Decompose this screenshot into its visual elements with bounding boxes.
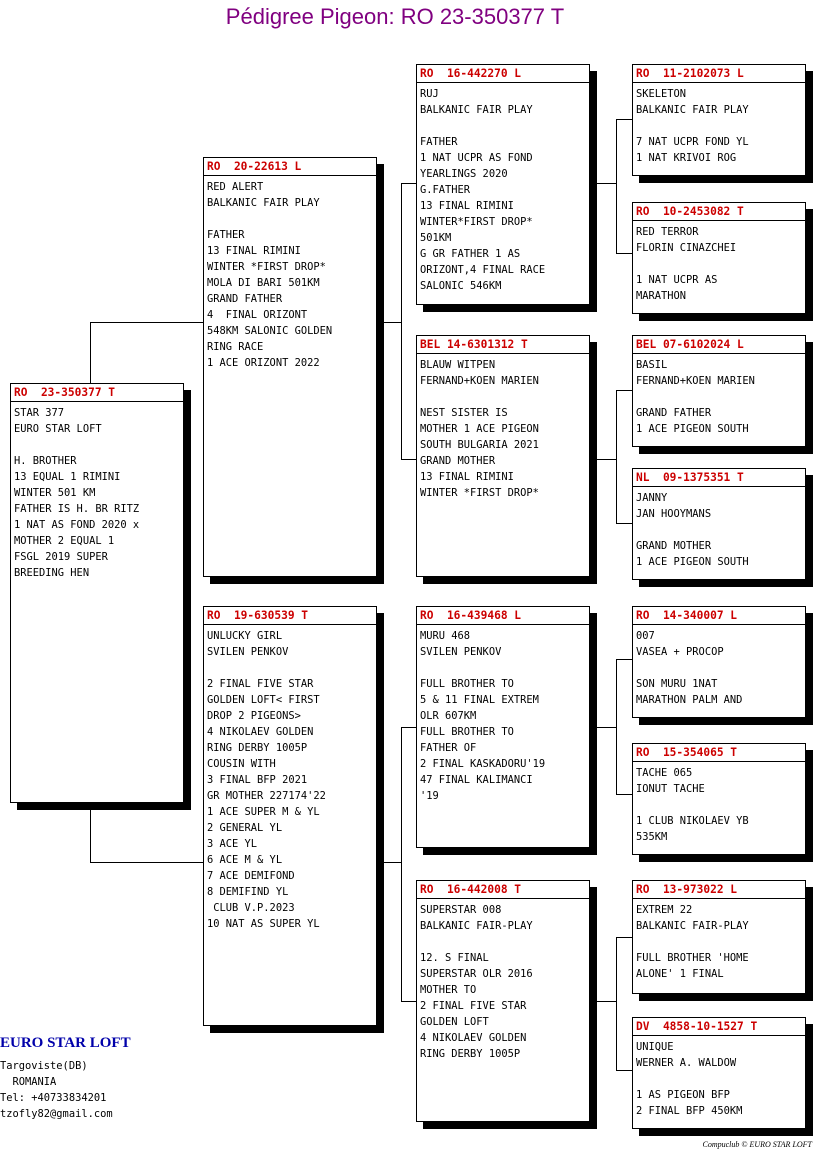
note-line: CLUB V.P.2023 <box>207 902 295 914</box>
pigeon-notes <box>636 1036 802 1119</box>
connector <box>616 390 632 391</box>
ring-number: RO 13-973022 L <box>633 882 805 899</box>
note-line: YEARLINGS 2020 <box>420 168 508 180</box>
note-line: 13 FINAL RIMINI <box>420 471 514 483</box>
connector <box>616 119 617 253</box>
note-line: 7 ACE DEMIFOND <box>207 870 295 882</box>
note-line: 535KM <box>636 831 668 843</box>
dam-dam-card <box>416 880 590 1122</box>
note-line: 1 ACE PIGEON SOUTH <box>636 556 749 568</box>
connector <box>90 803 91 862</box>
note-line: SUPERSTAR 008 <box>420 904 502 916</box>
loft-info-line: Tel: +40733834201 <box>0 1092 107 1104</box>
note-line: 13 EQUAL 1 RIMINI <box>14 471 121 483</box>
connector <box>376 862 401 863</box>
note-line <box>636 797 802 813</box>
note-line: MOLA DI BARI 501KM <box>207 277 320 289</box>
connector <box>90 862 203 863</box>
connector <box>401 1001 416 1002</box>
note-line: 3 FINAL BFP 2021 <box>207 774 308 786</box>
note-line: NEST SISTER IS <box>420 407 508 419</box>
connector <box>616 659 617 794</box>
note-line: BALKANIC FAIR-PLAY <box>420 920 533 932</box>
note-line: 2 FINAL FIVE STAR <box>420 1000 527 1012</box>
ggp-card-3 <box>632 335 806 447</box>
note-line <box>14 437 180 453</box>
note-line: 2 GENERAL YL <box>207 822 283 834</box>
subject-pigeon-card <box>10 383 184 803</box>
note-line <box>636 256 802 272</box>
note-line: 4 NIKOLAEV GOLDEN <box>420 1032 527 1044</box>
ring-number: NL 09-1375351 T <box>633 470 805 487</box>
ggp-card-5 <box>632 606 806 718</box>
pigeon-notes <box>207 176 373 371</box>
note-line <box>420 389 586 405</box>
note-line: FULL BROTHER TO <box>420 726 514 738</box>
note-line: SVILEN PENKOV <box>420 646 502 658</box>
connector <box>616 1070 632 1071</box>
note-line: SVILEN PENKOV <box>207 646 289 658</box>
pigeon-notes <box>636 83 802 166</box>
note-line: RING DERBY 1005P <box>207 742 308 754</box>
page-title: Pédigree Pigeon: RO 23-350377 T <box>225 4 565 29</box>
note-line <box>420 934 586 950</box>
connector <box>590 1001 616 1002</box>
pigeon-notes <box>420 625 586 804</box>
note-line: WINTER*FIRST DROP* <box>420 216 533 228</box>
ring-number: BEL 14-6301312 T <box>417 337 589 354</box>
loft-info-line: tzofly82@gmail.com <box>0 1108 113 1120</box>
note-line: BASIL <box>636 359 668 371</box>
note-line: 1 NAT AS FOND 2020 x <box>14 519 140 531</box>
note-line: EXTREM 22 <box>636 904 693 916</box>
note-line: 007 <box>636 630 655 642</box>
note-line: SKELETON <box>636 88 687 100</box>
footer-credit: Compuclub © EURO STAR LOFT <box>702 1140 812 1149</box>
note-line: ALONE' 1 FINAL <box>636 968 724 980</box>
ggp-card-4 <box>632 468 806 580</box>
note-line: 2 FINAL KASKADORU'19 <box>420 758 546 770</box>
note-line: RING DERBY 1005P <box>420 1048 521 1060</box>
note-line: 1 ACE PIGEON SOUTH <box>636 423 749 435</box>
connector <box>616 937 617 1070</box>
note-line: 4 NIKOLAEV GOLDEN <box>207 726 314 738</box>
note-line: 2 FINAL FIVE STAR <box>207 678 314 690</box>
note-line: FERNAND+KOEN MARIEN <box>636 375 755 387</box>
connector <box>616 523 632 524</box>
note-line: FLORIN CINAZCHEI <box>636 242 737 254</box>
ring-number: BEL 07-6102024 L <box>633 337 805 354</box>
ring-number: RO 11-2102073 L <box>633 66 805 83</box>
connector <box>616 659 632 660</box>
note-line: '19 <box>420 790 439 802</box>
note-line: 1 AS PIGEON BFP <box>636 1089 730 1101</box>
note-line: GRAND MOTHER <box>420 455 496 467</box>
pigeon-notes <box>636 625 802 708</box>
ring-number: RO 10-2453082 T <box>633 204 805 221</box>
note-line: 1 CLUB NIKOLAEV YB <box>636 815 749 827</box>
pigeon-notes <box>207 625 373 932</box>
note-line <box>636 934 802 950</box>
note-line: 6 ACE M & YL <box>207 854 283 866</box>
note-line: VASEA + PROCOP <box>636 646 724 658</box>
ring-number: RO 20-22613 L <box>204 159 376 176</box>
note-line: FULL BROTHER 'HOME <box>636 952 749 964</box>
note-line: 1 NAT UCPR AS <box>636 274 718 286</box>
note-line: 8 DEMIFIND YL <box>207 886 289 898</box>
connector <box>616 794 632 795</box>
note-line: BALKANIC FAIR PLAY <box>636 104 749 116</box>
connector <box>590 459 616 460</box>
note-line <box>636 389 802 405</box>
note-line: WINTER *FIRST DROP* <box>420 487 539 499</box>
ring-number: RO 16-442008 T <box>417 882 589 899</box>
note-line: RING RACE <box>207 341 264 353</box>
note-line: 13 FINAL RIMINI <box>420 200 514 212</box>
note-line: JANNY <box>636 492 668 504</box>
ggp-card-1 <box>632 64 806 176</box>
loft-info-line: Targoviste(DB) <box>0 1060 88 1072</box>
connector <box>401 727 416 728</box>
ggp-card-2 <box>632 202 806 314</box>
pigeon-notes <box>14 402 180 581</box>
ggp-card-6 <box>632 743 806 855</box>
note-line: 10 NAT AS SUPER YL <box>207 918 320 930</box>
note-line: 5 & 11 FINAL EXTREM <box>420 694 539 706</box>
note-line: GRAND FATHER <box>207 293 283 305</box>
ring-number: RO 19-630539 T <box>204 608 376 625</box>
pigeon-notes <box>420 83 586 294</box>
note-line: 1 ACE SUPER M & YL <box>207 806 320 818</box>
note-line: 7 NAT UCPR FOND YL <box>636 136 749 148</box>
connector <box>616 390 617 523</box>
note-line <box>420 118 586 134</box>
dam-card <box>203 606 377 1026</box>
note-line <box>420 660 586 676</box>
note-line: SON MURU 1NAT <box>636 678 718 690</box>
note-line: UNIQUE <box>636 1041 674 1053</box>
connector <box>590 727 616 728</box>
ring-number: RO 16-442270 L <box>417 66 589 83</box>
pigeon-notes <box>636 487 802 570</box>
note-line: BALKANIC FAIR PLAY <box>207 197 320 209</box>
connector <box>590 183 616 184</box>
note-line: SUPERSTAR OLR 2016 <box>420 968 533 980</box>
ring-number: DV 4858-10-1527 T <box>633 1019 805 1036</box>
note-line: ORIZONT,4 FINAL RACE <box>420 264 546 276</box>
note-line: TACHE 065 <box>636 767 693 779</box>
note-line: GRAND MOTHER <box>636 540 712 552</box>
note-line: MOTHER 1 ACE PIGEON <box>420 423 539 435</box>
note-line: 548KM SALONIC GOLDEN <box>207 325 333 337</box>
note-line: DROP 2 PIGEONS> <box>207 710 301 722</box>
note-line: WINTER *FIRST DROP* <box>207 261 326 273</box>
pigeon-notes <box>636 762 802 845</box>
ring-number: RO 23-350377 T <box>11 385 183 402</box>
note-line: MARATHON PALM AND <box>636 694 743 706</box>
connector <box>616 119 632 120</box>
note-line <box>636 522 802 538</box>
note-line: EURO STAR LOFT <box>14 423 102 435</box>
note-line: FATHER OF <box>420 742 477 754</box>
connector <box>401 459 416 460</box>
note-line: SALONIC 546KM <box>420 280 502 292</box>
note-line: G GR FATHER 1 AS <box>420 248 521 260</box>
note-line: JAN HOOYMANS <box>636 508 712 520</box>
note-line: SOUTH BULGARIA 2021 <box>420 439 539 451</box>
connector <box>90 322 91 383</box>
note-line: BREEDING HEN <box>14 567 90 579</box>
note-line: 1 NAT KRIVOI ROG <box>636 152 737 164</box>
connector <box>616 937 632 938</box>
pigeon-notes <box>420 354 586 501</box>
note-line: H. BROTHER <box>14 455 77 467</box>
note-line: FATHER <box>207 229 245 241</box>
connector <box>616 253 632 254</box>
note-line: MARATHON <box>636 290 687 302</box>
note-line <box>207 660 373 676</box>
note-line: BALKANIC FAIR PLAY <box>420 104 533 116</box>
note-line: G.FATHER <box>420 184 471 196</box>
dam-sire-card <box>416 606 590 848</box>
note-line: MOTHER 2 EQUAL 1 <box>14 535 115 547</box>
note-line: FATHER <box>420 136 458 148</box>
note-line: WINTER 501 KM <box>14 487 96 499</box>
loft-name: EURO STAR LOFT <box>0 1035 131 1051</box>
note-line: 12. S FINAL <box>420 952 489 964</box>
note-line: WERNER A. WALDOW <box>636 1057 737 1069</box>
note-line: COUSIN WITH <box>207 758 276 770</box>
note-line <box>207 211 373 227</box>
note-line <box>636 118 802 134</box>
note-line: 1 ACE ORIZONT 2022 <box>207 357 320 369</box>
pigeon-notes <box>420 899 586 1062</box>
connector <box>90 322 203 323</box>
pigeon-notes <box>636 354 802 437</box>
connector <box>376 322 401 323</box>
note-line <box>636 1071 802 1087</box>
note-line: 501KM <box>420 232 452 244</box>
note-line: BALKANIC FAIR-PLAY <box>636 920 749 932</box>
note-line: IONUT TACHE <box>636 783 705 795</box>
note-line: STAR 377 <box>14 407 65 419</box>
ring-number: RO 14-340007 L <box>633 608 805 625</box>
note-line: 3 ACE YL <box>207 838 258 850</box>
note-line: 47 FINAL KALIMANCI <box>420 774 533 786</box>
pigeon-notes <box>636 221 802 304</box>
ring-number: RO 16-439468 L <box>417 608 589 625</box>
note-line: BLAUW WITPEN <box>420 359 496 371</box>
ggp-card-8 <box>632 1017 806 1129</box>
note-line: 4 FINAL ORIZONT <box>207 309 308 321</box>
note-line: GR MOTHER 227174'22 <box>207 790 326 802</box>
connector <box>401 183 416 184</box>
note-line: GRAND FATHER <box>636 407 712 419</box>
loft-info <box>0 1058 113 1122</box>
note-line: FATHER IS H. BR RITZ <box>14 503 140 515</box>
note-line: RUJ <box>420 88 439 100</box>
note-line: 13 FINAL RIMINI <box>207 245 301 257</box>
sire-card <box>203 157 377 577</box>
note-line: MOTHER TO <box>420 984 477 996</box>
note-line: 1 NAT UCPR AS FOND <box>420 152 533 164</box>
note-line: RED TERROR <box>636 226 699 238</box>
loft-info-line: ROMANIA <box>0 1076 57 1088</box>
connector <box>401 727 402 1001</box>
sire-dam-card <box>416 335 590 577</box>
note-line: GOLDEN LOFT <box>420 1016 489 1028</box>
note-line: FULL BROTHER TO <box>420 678 514 690</box>
connector <box>401 183 402 459</box>
note-line: GOLDEN LOFT< FIRST <box>207 694 320 706</box>
pigeon-notes <box>636 899 802 982</box>
note-line: OLR 607KM <box>420 710 477 722</box>
note-line: FSGL 2019 SUPER <box>14 551 108 563</box>
note-line: 2 FINAL BFP 450KM <box>636 1105 743 1117</box>
ggp-card-7 <box>632 880 806 994</box>
note-line: UNLUCKY GIRL <box>207 630 283 642</box>
note-line <box>636 660 802 676</box>
note-line: MURU 468 <box>420 630 471 642</box>
note-line: FERNAND+KOEN MARIEN <box>420 375 539 387</box>
note-line: RED ALERT <box>207 181 264 193</box>
sire-sire-card <box>416 64 590 305</box>
ring-number: RO 15-354065 T <box>633 745 805 762</box>
